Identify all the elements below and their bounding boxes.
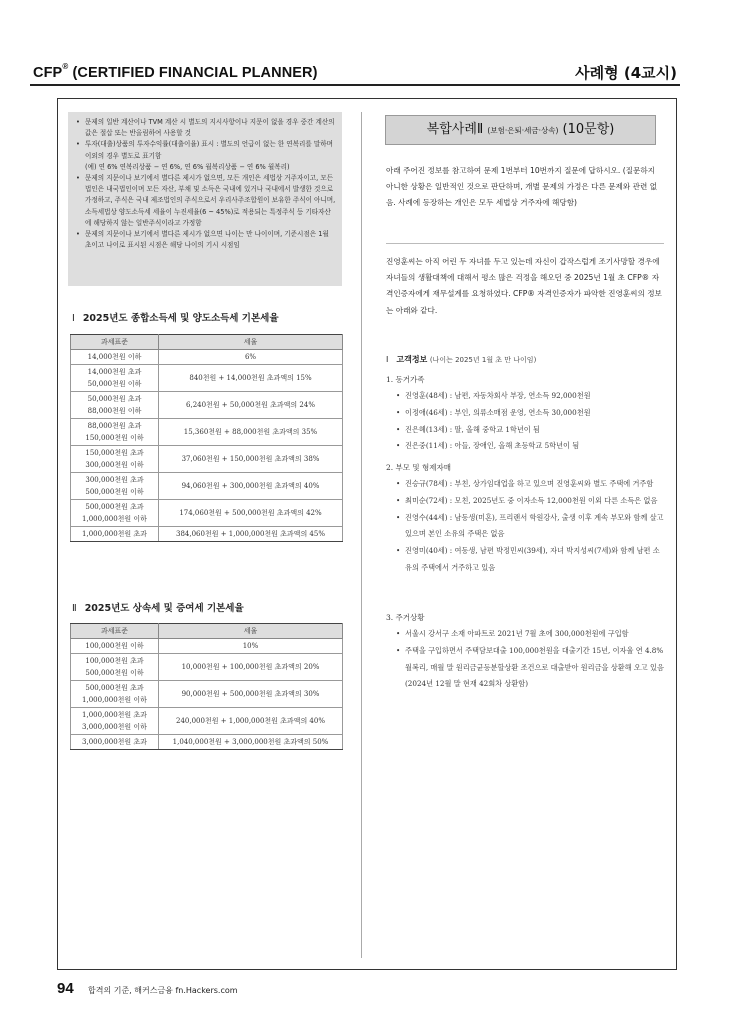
list-item: • 진영훈(48세) : 남편, 자동차회사 부장, 연소득 92,000천원 bbox=[396, 388, 664, 405]
tax-base-cell: 500,000천원 초과 1,000,000천원 이하 bbox=[71, 500, 159, 527]
client-info-title: Ⅰ 고객정보 (나이는 2025년 1월 초 만 나이임) bbox=[386, 355, 537, 364]
note-item: • 투자(대출)상품의 투자수익률(대출이율) 표시 : 별도의 언급이 없는 한 연복리를 말하며 이외의 경우 별도로 표기함 bbox=[76, 139, 336, 161]
tax-base-cell: 500,000천원 초과 1,000,000천원 이하 bbox=[71, 681, 159, 708]
client-group-label: 2. 부모 및 형제자매 bbox=[386, 463, 452, 472]
tax-base-cell: 3,000,000천원 초과 bbox=[71, 735, 159, 750]
tax-base-cell: 14,000천원 초과 50,000천원 이하 bbox=[71, 365, 159, 392]
client-group-list bbox=[0, 388, 591, 455]
list-item: • 이정애(46세) : 부인, 의류소매점 운영, 연소득 30,000천원 bbox=[396, 405, 664, 422]
tax-rate-cell: 840천원 + 14,000천원 초과액의 15% bbox=[159, 365, 343, 392]
client-group-list bbox=[0, 626, 664, 693]
tax-rate-cell: 1,040,000천원 + 3,000,000천원 초과액의 50% bbox=[159, 735, 343, 750]
list-item: • 주택을 구입하면서 주택담보대출 100,000천원을 대출기간 15년, 이자율 연 4.8% 월복리, 매월 말 원리금균등분할상환 조건으로 대출받아 원리금을 상환해 오고 있음(2024년 12월 말 현재 42회차 상환함) bbox=[396, 643, 664, 693]
divider bbox=[386, 243, 664, 244]
tax-base-cell: 100,000천원 이하 bbox=[71, 639, 159, 654]
header-rule bbox=[30, 84, 680, 86]
footer-text: 합격의 기준, 해커스금융 fn.Hackers.com bbox=[88, 986, 238, 995]
tax-base-cell: 50,000천원 초과 88,000천원 이하 bbox=[71, 392, 159, 419]
header-title-left: CFP® (CERTIFIED FINANCIAL PLANNER) bbox=[33, 62, 318, 81]
note-item: • 문제의 지문이나 보기에서 별다른 제시가 없으면 나이는 만 나이이며, 기준시점은 1월 초이고 나이로 표시된 시점은 해당 나이의 기시 시점임 bbox=[76, 229, 336, 251]
notes-box bbox=[68, 112, 342, 286]
tax-base-cell: 300,000천원 초과 500,000천원 이하 bbox=[71, 473, 159, 500]
tax-base-cell: 150,000천원 초과 300,000천원 이하 bbox=[71, 446, 159, 473]
list-item: • 최미순(72세) : 모친, 2025년도 중 이자소득 12,000천원 이외 다른 소득은 없음 bbox=[396, 493, 664, 510]
table-row bbox=[71, 708, 343, 735]
income-tax-title: Ⅰ 2025년도 종합소득세 및 양도소득세 기본세율 bbox=[72, 313, 279, 324]
note-example: (예) 연 6% 연복리상품 − 연 6%, 연 6% 월복리상품 − 연 6% 월복리) bbox=[85, 162, 290, 171]
note-item: • 문제의 일반 계산이나 TVM 계산 시 별도의 지시사항이나 지문이 없을 경우 중간 계산의 값은 절삽 또는 반올림하여 사용할 것 bbox=[76, 117, 336, 139]
case-story: 진영훈씨는 아직 어린 두 자녀를 두고 있는데 자신이 갑작스럽게 조기사망할 경우에 자녀들의 생활대책에 대해서 평소 많은 걱정을 해오던 중 2025년 1월 초 CFP® 자격인증자에게 재무설계를 요청하였다. CFP® 자격인증자가 파악한 진영훈씨의 정보는 아래와 같다. bbox=[386, 257, 662, 315]
page-number: 94 bbox=[57, 980, 74, 997]
column-header-base: 과세표준 bbox=[71, 624, 159, 639]
inheritance-tax-title: Ⅱ 2025년도 상속세 및 증여세 기본세율 bbox=[72, 603, 244, 614]
list-item: • 진은혜(13세) : 딸, 올해 중학교 1학년이 됨 bbox=[396, 422, 664, 439]
column-header-rate: 세율 bbox=[159, 335, 343, 350]
list-item: • 진승규(78세) : 부친, 상가임대업을 하고 있으며 진영훈씨와 별도 주택에 거주함 bbox=[396, 476, 664, 493]
table-row bbox=[71, 735, 343, 750]
client-group-label: 1. 동거가족 bbox=[386, 375, 425, 384]
list-item: • 서울시 강서구 소재 아파트로 2021년 7월 초에 300,000천원에 구입함 bbox=[396, 626, 664, 643]
tax-rate-cell: 6% bbox=[159, 350, 343, 365]
list-item: • 진영미(40세) : 여동생, 남편 박정민씨(39세), 자녀 박지성씨(7세)와 함께 남편 소유의 주택에서 거주하고 있음 bbox=[396, 543, 664, 577]
tax-base-cell: 1,000,000천원 초과 3,000,000천원 이하 bbox=[71, 708, 159, 735]
tax-rate-cell: 174,060천원 + 500,000천원 초과액의 42% bbox=[159, 500, 343, 527]
column-divider bbox=[361, 112, 362, 958]
list-item: • 진은중(11세) : 아들, 장애인, 올해 초등학교 5학년이 됨 bbox=[396, 438, 664, 455]
case-title-box: 복합사례Ⅱ (보험·은퇴·세금·상속) (10문항) bbox=[385, 115, 656, 145]
tax-rate-cell: 15,360천원 + 88,000천원 초과액의 35% bbox=[159, 419, 343, 446]
tax-rate-cell: 10% bbox=[159, 639, 343, 654]
tax-rate-cell: 6,240천원 + 50,000천원 초과액의 24% bbox=[159, 392, 343, 419]
header-title-right: 사례형 (4교시) bbox=[575, 64, 677, 82]
tax-rate-cell: 90,000천원 + 500,000천원 초과액의 30% bbox=[159, 681, 343, 708]
tax-rate-cell: 37,060천원 + 150,000천원 초과액의 38% bbox=[159, 446, 343, 473]
tax-base-cell: 1,000,000천원 초과 bbox=[71, 527, 159, 542]
client-group-list bbox=[0, 476, 664, 577]
column-header-rate: 세율 bbox=[159, 624, 343, 639]
tax-rate-cell: 384,060천원 + 1,000,000천원 초과액의 45% bbox=[159, 527, 343, 542]
note-item: • 문제의 지문이나 보기에서 별다른 제시가 없으면, 모든 개인은 세법상 거주자이고, 모든 법인은 내국법인이며 모든 자산, 부채 및 소득은 국내에 있거나 국내에서 발생한 것으로 가정하고, 주식은 국내 제조법인의 주식으로서 우리사주조합원이 보유한 주식이 아니며, 소득세법상 양도소득세 세율이 누진세율(6 ~ 45%)로 적용되는 특정주식 등 기타자산에 해당하지 않는 일반주식이라고 가정함 bbox=[76, 173, 336, 229]
client-group-label: 3. 주거상황 bbox=[386, 613, 425, 622]
case-intro: 아래 주어진 정보를 참고하여 문제 1번부터 10번까지 질문에 답하시오. (질문하지 아니한 상황은 일반적인 것으로 판단하며, 개별 문제의 가정은 다른 문제와 관련 없음. 사례에 등장하는 개인은 모두 세법상 거주자에 해당함) bbox=[386, 166, 658, 208]
table-row bbox=[71, 350, 343, 365]
tax-base-cell: 100,000천원 초과 500,000천원 이하 bbox=[71, 654, 159, 681]
tax-base-cell: 14,000천원 이하 bbox=[71, 350, 159, 365]
list-item: • 진영수(44세) : 남동생(미혼), 프리랜서 학원강사, 출생 이후 계속 부모와 함께 살고 있으며 본인 소유의 주택은 없음 bbox=[396, 510, 664, 544]
tax-rate-cell: 94,060천원 + 300,000천원 초과액의 40% bbox=[159, 473, 343, 500]
tax-base-cell: 88,000천원 초과 150,000천원 이하 bbox=[71, 419, 159, 446]
column-header-base: 과세표준 bbox=[71, 335, 159, 350]
tax-rate-cell: 240,000천원 + 1,000,000천원 초과액의 40% bbox=[159, 708, 343, 735]
tax-rate-cell: 10,000천원 + 100,000천원 초과액의 20% bbox=[159, 654, 343, 681]
